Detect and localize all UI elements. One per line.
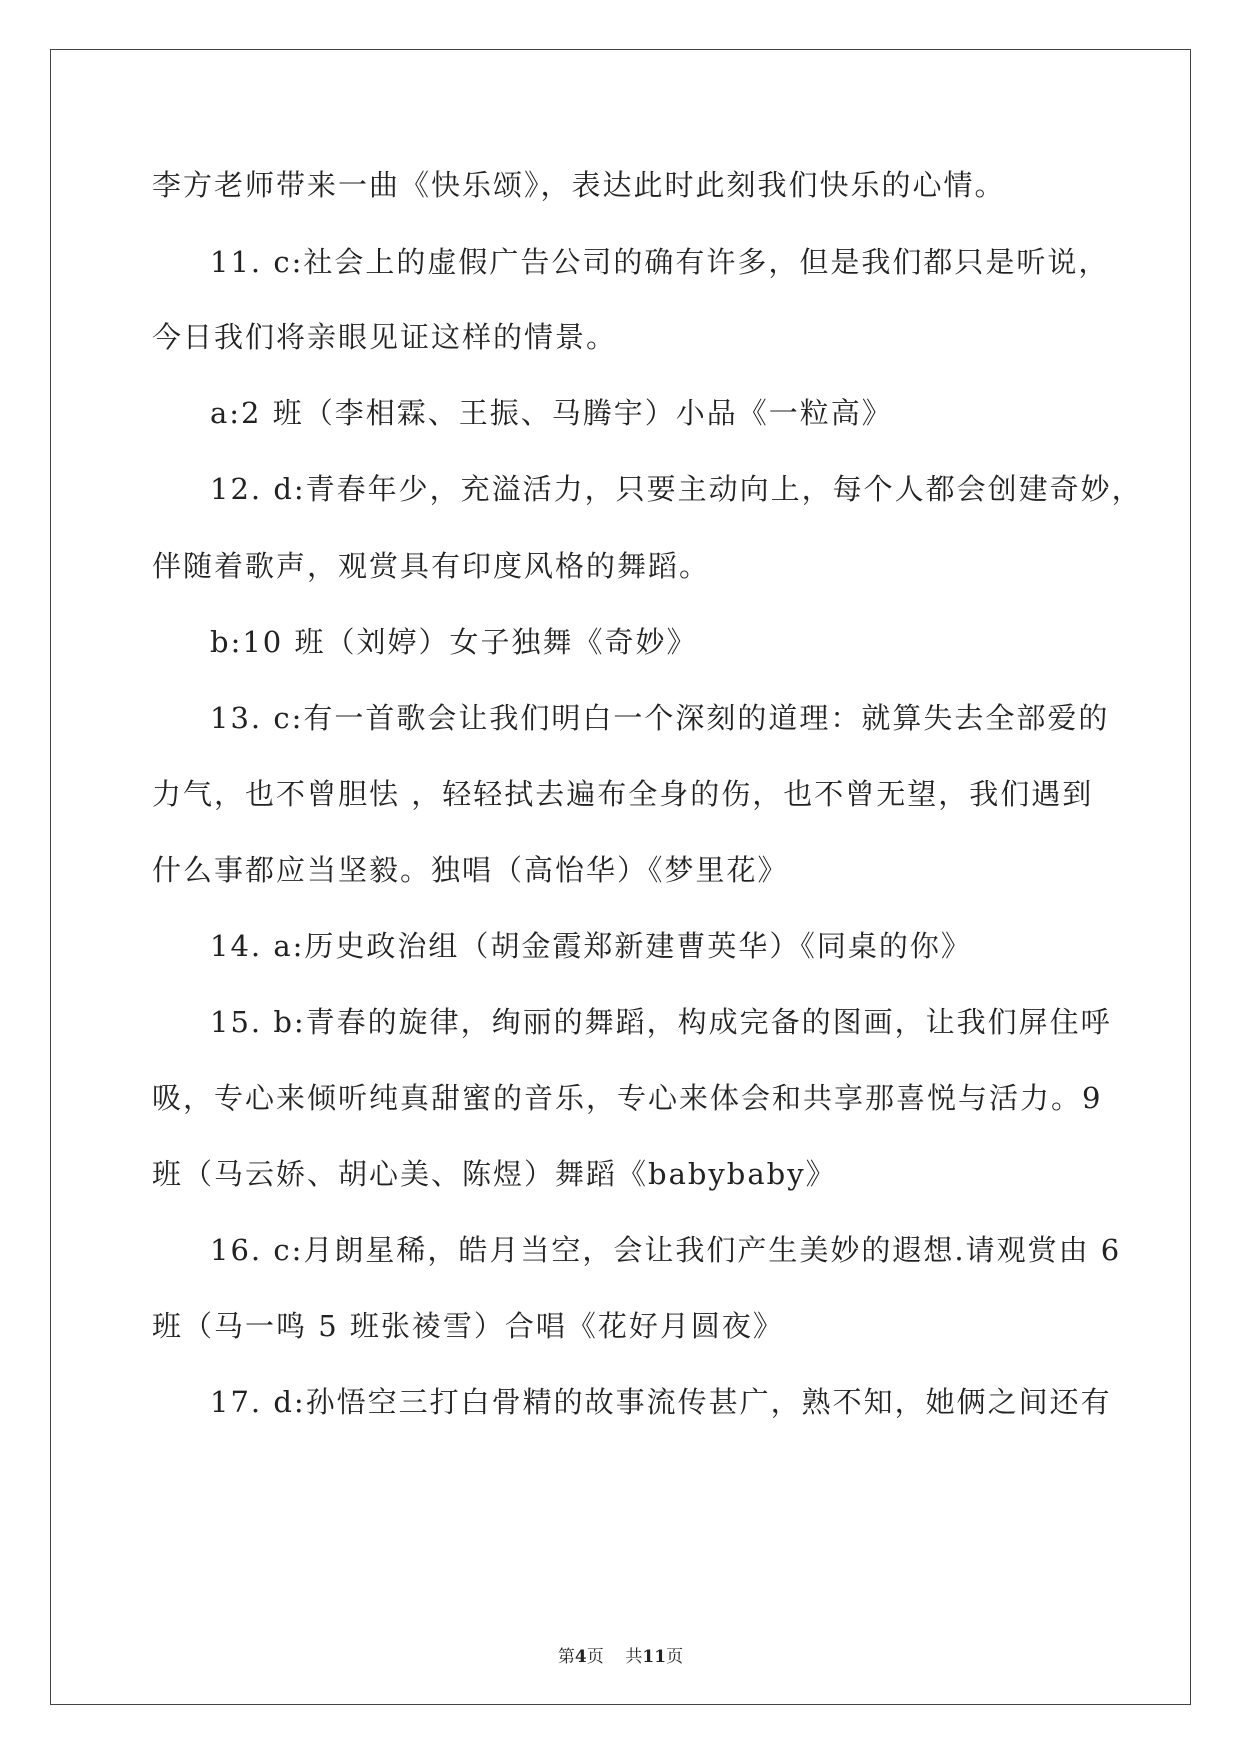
page-prefix: 第	[557, 1647, 575, 1667]
text-line: 15. b:青春的旋律，绚丽的舞蹈，构成完备的图画，让我们屏住呼	[210, 1005, 1112, 1039]
text-line: 班（马一鸣 5 班张祾雪）合唱《花好月圆夜》	[152, 1309, 784, 1343]
text-line: 李方老师带来一曲《快乐颂》，表达此时此刻我们快乐的心情。	[152, 168, 1006, 202]
page-footer	[0, 1642, 1241, 1667]
total-prefix: 共	[625, 1647, 643, 1667]
text-line: a:2 班（李相霖、王振、马腾宇）小品《一粒高》	[210, 396, 893, 430]
text-line: 11. c:社会上的虚假广告公司的确有许多，但是我们都只是听说，	[210, 245, 1110, 279]
text-line: 12. d:青春年少，充溢活力，只要主动向上，每个人都会创建奇妙，	[210, 472, 1143, 506]
page-number: 4	[574, 1647, 587, 1667]
page-suffix: 页	[586, 1647, 604, 1667]
text-line: 什么事都应当坚毅。独唱（高怡华）《梦里花》	[152, 853, 789, 887]
text-line: 17. d:孙悟空三打白骨精的故事流传甚广，熟不知，她俩之间还有	[210, 1385, 1112, 1419]
text-line: 吸，专心来倾听纯真甜蜜的音乐，专心来体会和共享那喜悦与活力。9	[152, 1081, 1103, 1115]
text-line: 班（马云娇、胡心美、陈煜）舞蹈《babybaby》	[152, 1157, 837, 1191]
total-pages: 11	[642, 1647, 667, 1667]
text-line: 13. c:有一首歌会让我们明白一个深刻的道理：就算失去全部爱的	[210, 701, 1110, 735]
text-line: b:10 班（刘婷）女子独舞《奇妙》	[210, 625, 698, 659]
text-line: 14. a:历史政治组（胡金霞郑新建曹英华）《同桌的你》	[210, 929, 972, 963]
text-line: 今日我们将亲眼见证这样的情景。	[152, 320, 618, 354]
total-suffix: 页	[666, 1647, 684, 1667]
text-line: 16. c:月朗星稀，皓月当空，会让我们产生美妙的遐想.请观赏由 6	[210, 1233, 1122, 1267]
text-line: 伴随着歌声，观赏具有印度风格的舞蹈。	[152, 549, 711, 583]
text-line: 力气，也不曾胆怯 ，轻轻拭去遍布全身的伤，也不曾无望，我们遇到	[152, 777, 1094, 811]
